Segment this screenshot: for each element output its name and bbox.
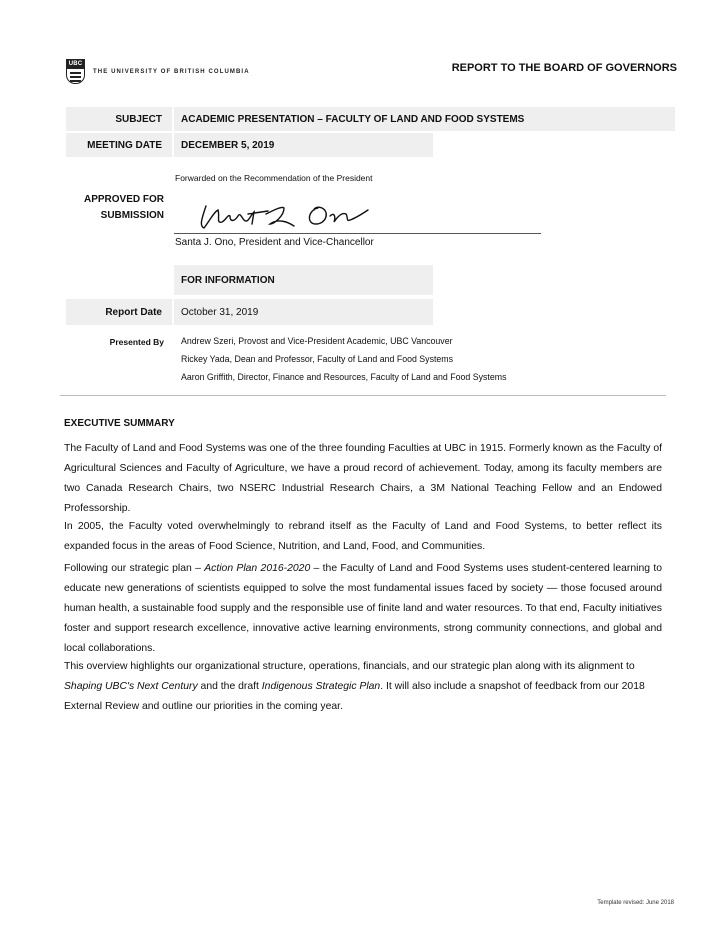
meeting-date-label: MEETING DATE xyxy=(66,133,172,157)
report-date-label: Report Date xyxy=(66,299,172,325)
summary-paragraph-3: Following our strategic plan – Action Plan 2016-2020 – the Faculty of Land and Food Systems uses student-centered learning to educate new generations of scientists equipped to solve the most fundamental issues faced by society — those focused around human health, a sustainable food supply and the responsible use of finite land and water resources. To that end, Faculty initiatives foster and support research excellence, innovative active learning environments, strong community connections, and global and local collaborations. xyxy=(64,563,663,654)
action-plan-title: Action Plan 2016-2020 xyxy=(204,563,311,574)
summary-paragraph-4: This overview highlights our organizational structure, operations, financials, and our strategic plan along with its alignment to Shaping UBC's Next Century and the draft Indigenous Strategic Plan. It will also include a snapshot of feedback from our 2018 External Review and outline our priorities in the coming year. xyxy=(64,661,645,712)
presenter-1: Andrew Szeri, Provost and Vice-President Academic, UBC Vancouver xyxy=(181,336,453,346)
president-signature xyxy=(196,198,371,234)
section-divider xyxy=(60,395,666,396)
signature-line xyxy=(174,233,541,234)
approved-label-line1: APPROVED FOR xyxy=(83,194,164,205)
indigenous-plan-title: Indigenous Strategic Plan xyxy=(261,681,381,692)
crest-text: UBC xyxy=(68,61,83,67)
report-date-value: October 31, 2019 xyxy=(174,299,433,325)
presenter-2: Rickey Yada, Dean and Professor, Faculty of Land and Food Systems xyxy=(181,354,454,364)
subject-label: SUBJECT xyxy=(66,107,172,131)
shaping-ubc-title: Shaping UBC's Next Century xyxy=(64,681,198,692)
ubc-logo xyxy=(66,59,250,84)
executive-summary-heading: EXECUTIVE SUMMARY xyxy=(64,418,175,429)
subject-value: ACADEMIC PRESENTATION – FACULTY OF LAND AND FOOD SYSTEMS xyxy=(174,107,675,131)
for-information: FOR INFORMATION xyxy=(174,265,433,295)
presenter-3: Aaron Griffith, Director, Finance and Resources, Faculty of Land and Food Systems xyxy=(181,372,507,382)
summary-paragraph-2: In 2005, the Faculty voted overwhelmingly to rebrand itself as the Faculty of Land and Food Systems, to better reflect its expanded focus in the areas of Food Science, Nutrition, and Land, Food, and Communities. xyxy=(64,521,662,552)
ubc-crest-icon xyxy=(66,59,85,84)
approved-label-line2: SUBMISSION xyxy=(100,210,164,221)
summary-paragraph-1: The Faculty of Land and Food Systems was one of the three founding Faculties at UBC in 1915. Formerly known as the Faculty of Agricultural Sciences and Faculty of Agriculture, we have a proud record of achievement. Today, among its faculty members are two Canada Research Chairs, two NSERC Industrial Research Chairs, a 3M National Teaching Fellow and an Endowed Professorship. xyxy=(64,443,662,514)
university-name: THE UNIVERSITY OF BRITISH COLUMBIA xyxy=(93,68,250,75)
signatory-name: Santa J. Ono, President and Vice-Chancellor xyxy=(175,237,374,248)
presented-by-label: Presented By xyxy=(109,337,164,347)
meeting-date-value: DECEMBER 5, 2019 xyxy=(174,133,433,157)
template-revised-note: Template revised: June 2018 xyxy=(597,900,674,906)
forwarded-note: Forwarded on the Recommendation of the President xyxy=(175,173,373,183)
report-title: REPORT TO THE BOARD OF GOVERNORS xyxy=(451,62,677,74)
